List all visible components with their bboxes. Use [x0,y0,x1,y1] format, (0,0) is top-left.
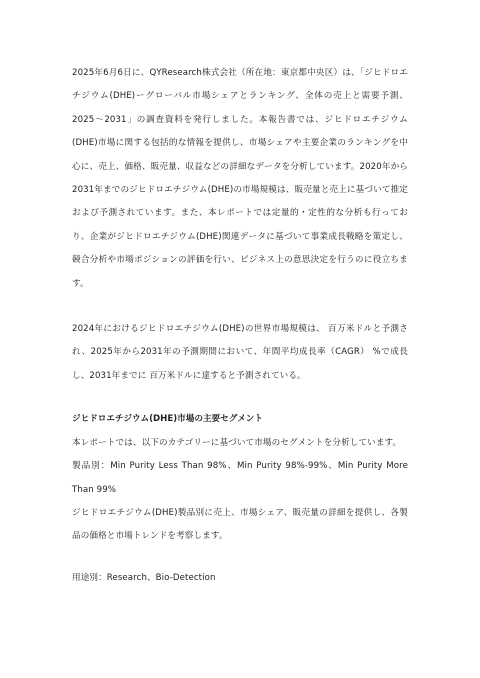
segment-heading: ジヒドロエチジウム(DHE)市場の主要セグメント [72,414,263,425]
document-body [72,62,408,590]
segment-intro-paragraph: 本レポートでは、以下のカテゴリーに基づいて市場のセグメントを分析しています。 [72,437,402,448]
product-detail-paragraph: ジヒドロエチジウム(DHE)製品別に売上、市場シェア、販売量の詳細を提供し、各製品の価格と市場トレンドを考察します。 [72,507,408,542]
intro-paragraph: 2025年6月6日に、QYResearch株式会社（所在地：東京都中央区）は、「ジヒドロエチジウム(DHE)ーグローバル市場シェアとランキング、全体の売上と需要予測、2025〜2031」の調査資料を発行しました。本報告書では、ジヒドロエチジウム(DHE)市場に関する包括的な情報を提供し、市場シェアや主要企業のランキングを中心に、売上、価格、販売量、収益などの詳細なデータを分析しています。2020年から2031年までのジヒドロエチジウム(DHE)の市場規模は、販売量と売上に基づいて推定および予測されています。また、本レポートでは定量的・定性的な分析も行っており、企業がジヒドロエチジウム(DHE)関連データに基づいて事業成長戦略を策定し、競合分析や市場ポジションの評価を行い、ビジネス上の意思決定を行うのに役立ちます。 [72,68,408,289]
product-segments-paragraph: 製品別：Min Purity Less Than 98%、Min Purity 98%-99%、Min Purity More Than 99% [72,461,408,495]
application-segments-paragraph: 用途別：Research、Bio-Detection [72,572,216,583]
market-size-paragraph: 2024年におけるジヒドロエチジウム(DHE)の世界市場規模は、 百万米ドルと予測され、2025年から2031年の予測期間において、年間平均成長率（CAGR） %で成長し、2031年までに 百万米ドルに達すると予測されている。 [72,324,408,381]
